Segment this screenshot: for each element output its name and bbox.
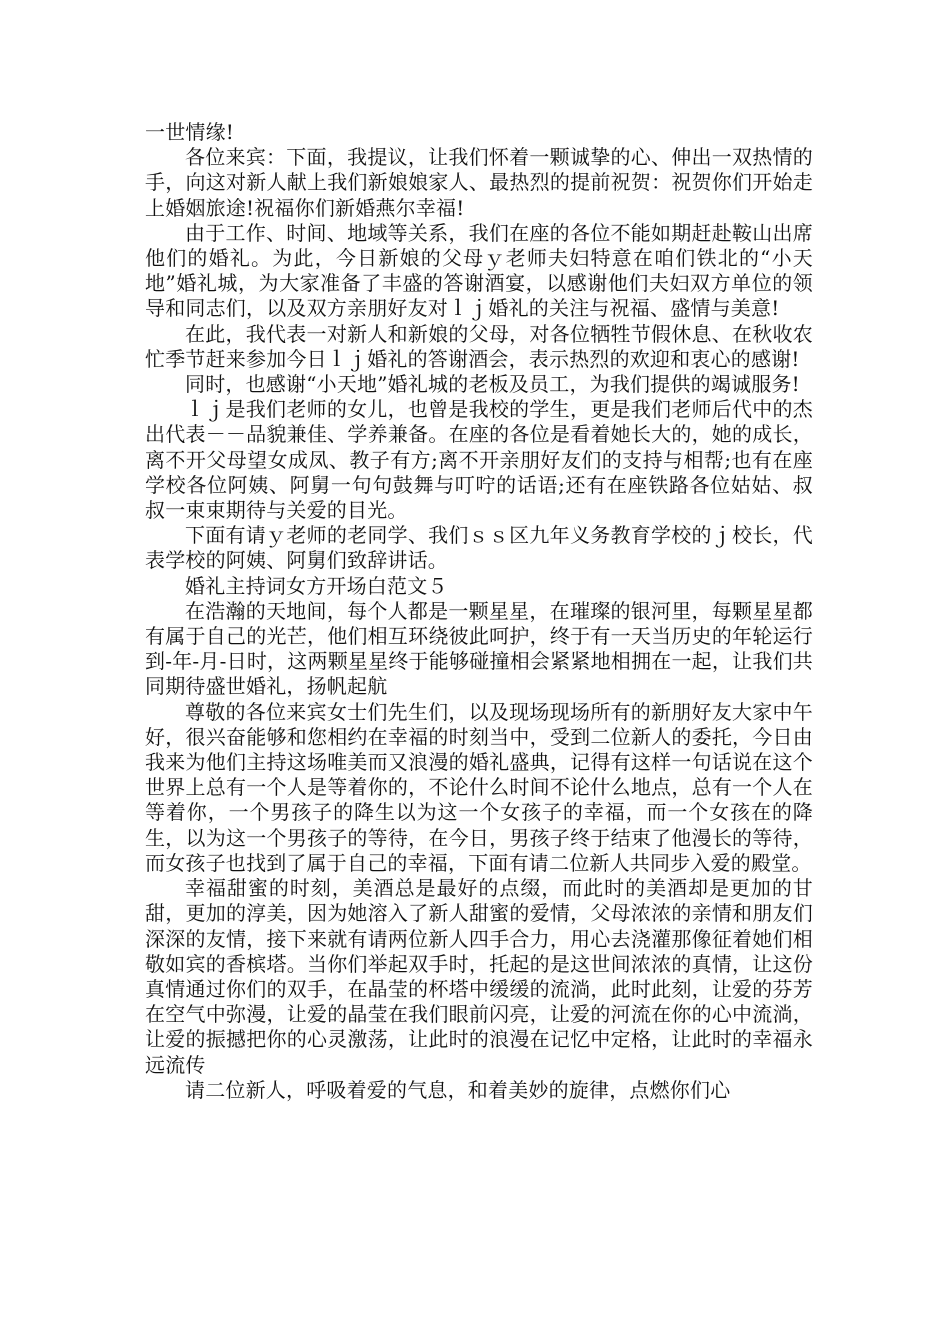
section-heading: 婚礼主持词女方开场白范文５ [185, 573, 448, 598]
document-body [145, 120, 813, 1103]
paragraph: 由于工作、时间、地域等关系，我们在座的各位不能如期赶赴鞍山出席他们的婚礼。为此，今日新娘的父母ｙ老师夫妇特意在咱们铁北的“小天地”婚礼城，为大家准备了丰盛的答谢酒宴，以感谢他们夫妇双方单位的领导和同志们，以及双方亲朋好友对ｌｊ婚礼的关注与祝福、盛情与美意! [145, 220, 813, 321]
paragraph: 各位来宾：下面，我提议，让我们怀着一颗诚挚的心、伸出一双热情的手，向这对新人献上我们新娘娘家人、最热烈的提前祝贺：祝贺你们开始走上婚姻旅途!祝福你们新婚燕尔幸福! [145, 145, 813, 220]
paragraph: 请二位新人，呼吸着爱的气息，和着美妙的旋律，点燃你们心 [185, 1077, 731, 1102]
paragraph: 幸福甜蜜的时刻，美酒总是最好的点缀，而此时的美酒却是更加的甘甜，更加的淳美，因为她溶入了新人甜蜜的爱情，父母浓浓的亲情和朋友们深深的友情，接下来就有请两位新人四手合力，用心去浇灌那像征着她们相敬如宾的香槟塔。当你们举起双手时，托起的是这世间浓浓的真情，让这份真情通过你们的双手，在晶莹的杯塔中缓缓的流淌，此时此刻，让爱的芬芳在空气中弥漫，让爱的晶莹在我们眼前闪亮，让爱的河流在你的心中流淌，让爱的振撼把你的心灵激荡，让此时的浪漫在记忆中定格，让此时的幸福永远流传 [145, 876, 813, 1077]
paragraph: 同时，也感谢“小天地”婚礼城的老板及员工，为我们提供的竭诚服务! [185, 372, 800, 397]
paragraph: 下面有请ｙ老师的老同学、我们ｓｓ区九年义务教育学校的ｊ校长，代表学校的阿姨、阿舅们致辞讲话。 [145, 523, 813, 573]
paragraph: ｌｊ是我们老师的女儿，也曾是我校的学生，更是我们老师后代中的杰出代表－－品貌兼佳、学养兼备。在座的各位是看着她长大的，她的成长，离不开父母望女成凤、教子有方;离不开亲朋好友们的支持与相帮;也有在座学校各位阿姨、阿舅一句句鼓舞与叮咛的话语;还有在座铁路各位姑姑、叔叔一束束期待与关爱的目光。 [145, 397, 813, 523]
paragraph: 在此，我代表一对新人和新娘的父母，对各位牺牲节假休息、在秋收农忙季节赶来参加今日ｌｊ婚礼的答谢酒会，表示热烈的欢迎和衷心的感谢! [145, 321, 813, 371]
paragraph: 尊敬的各位来宾女士们先生们，以及现场现场所有的新朋好友大家中午好，很兴奋能够和您相约在幸福的时刻当中，受到二位新人的委托，今日由我来为他们主持这场唯美而又浪漫的婚礼盛典，记得有这样一句话说在这个世界上总有一个人是等着你的，不论什么时间不论什么地点，总有一个人在等着你，一个男孩子的降生以为这一个女孩子的幸福，而一个女孩在的降生，以为这一个男孩子的等待，在今日，男孩子终于结束了他漫长的等待，而女孩子也找到了属于自己的幸福，下面有请二位新人共同步入爱的殿堂。 [145, 699, 813, 875]
paragraph: 在浩瀚的天地间，每个人都是一颗星星，在璀璨的银河里，每颗星星都有属于自己的光芒，他们相互环绕彼此呵护，终于有一天当历史的年轮运行到-年-月-日时，这两颗星星终于能够碰撞相会紧紧地相拥在一起，让我们共同期待盛世婚礼，扬帆起航 [145, 598, 813, 699]
paragraph: 一世情缘! [145, 120, 235, 144]
